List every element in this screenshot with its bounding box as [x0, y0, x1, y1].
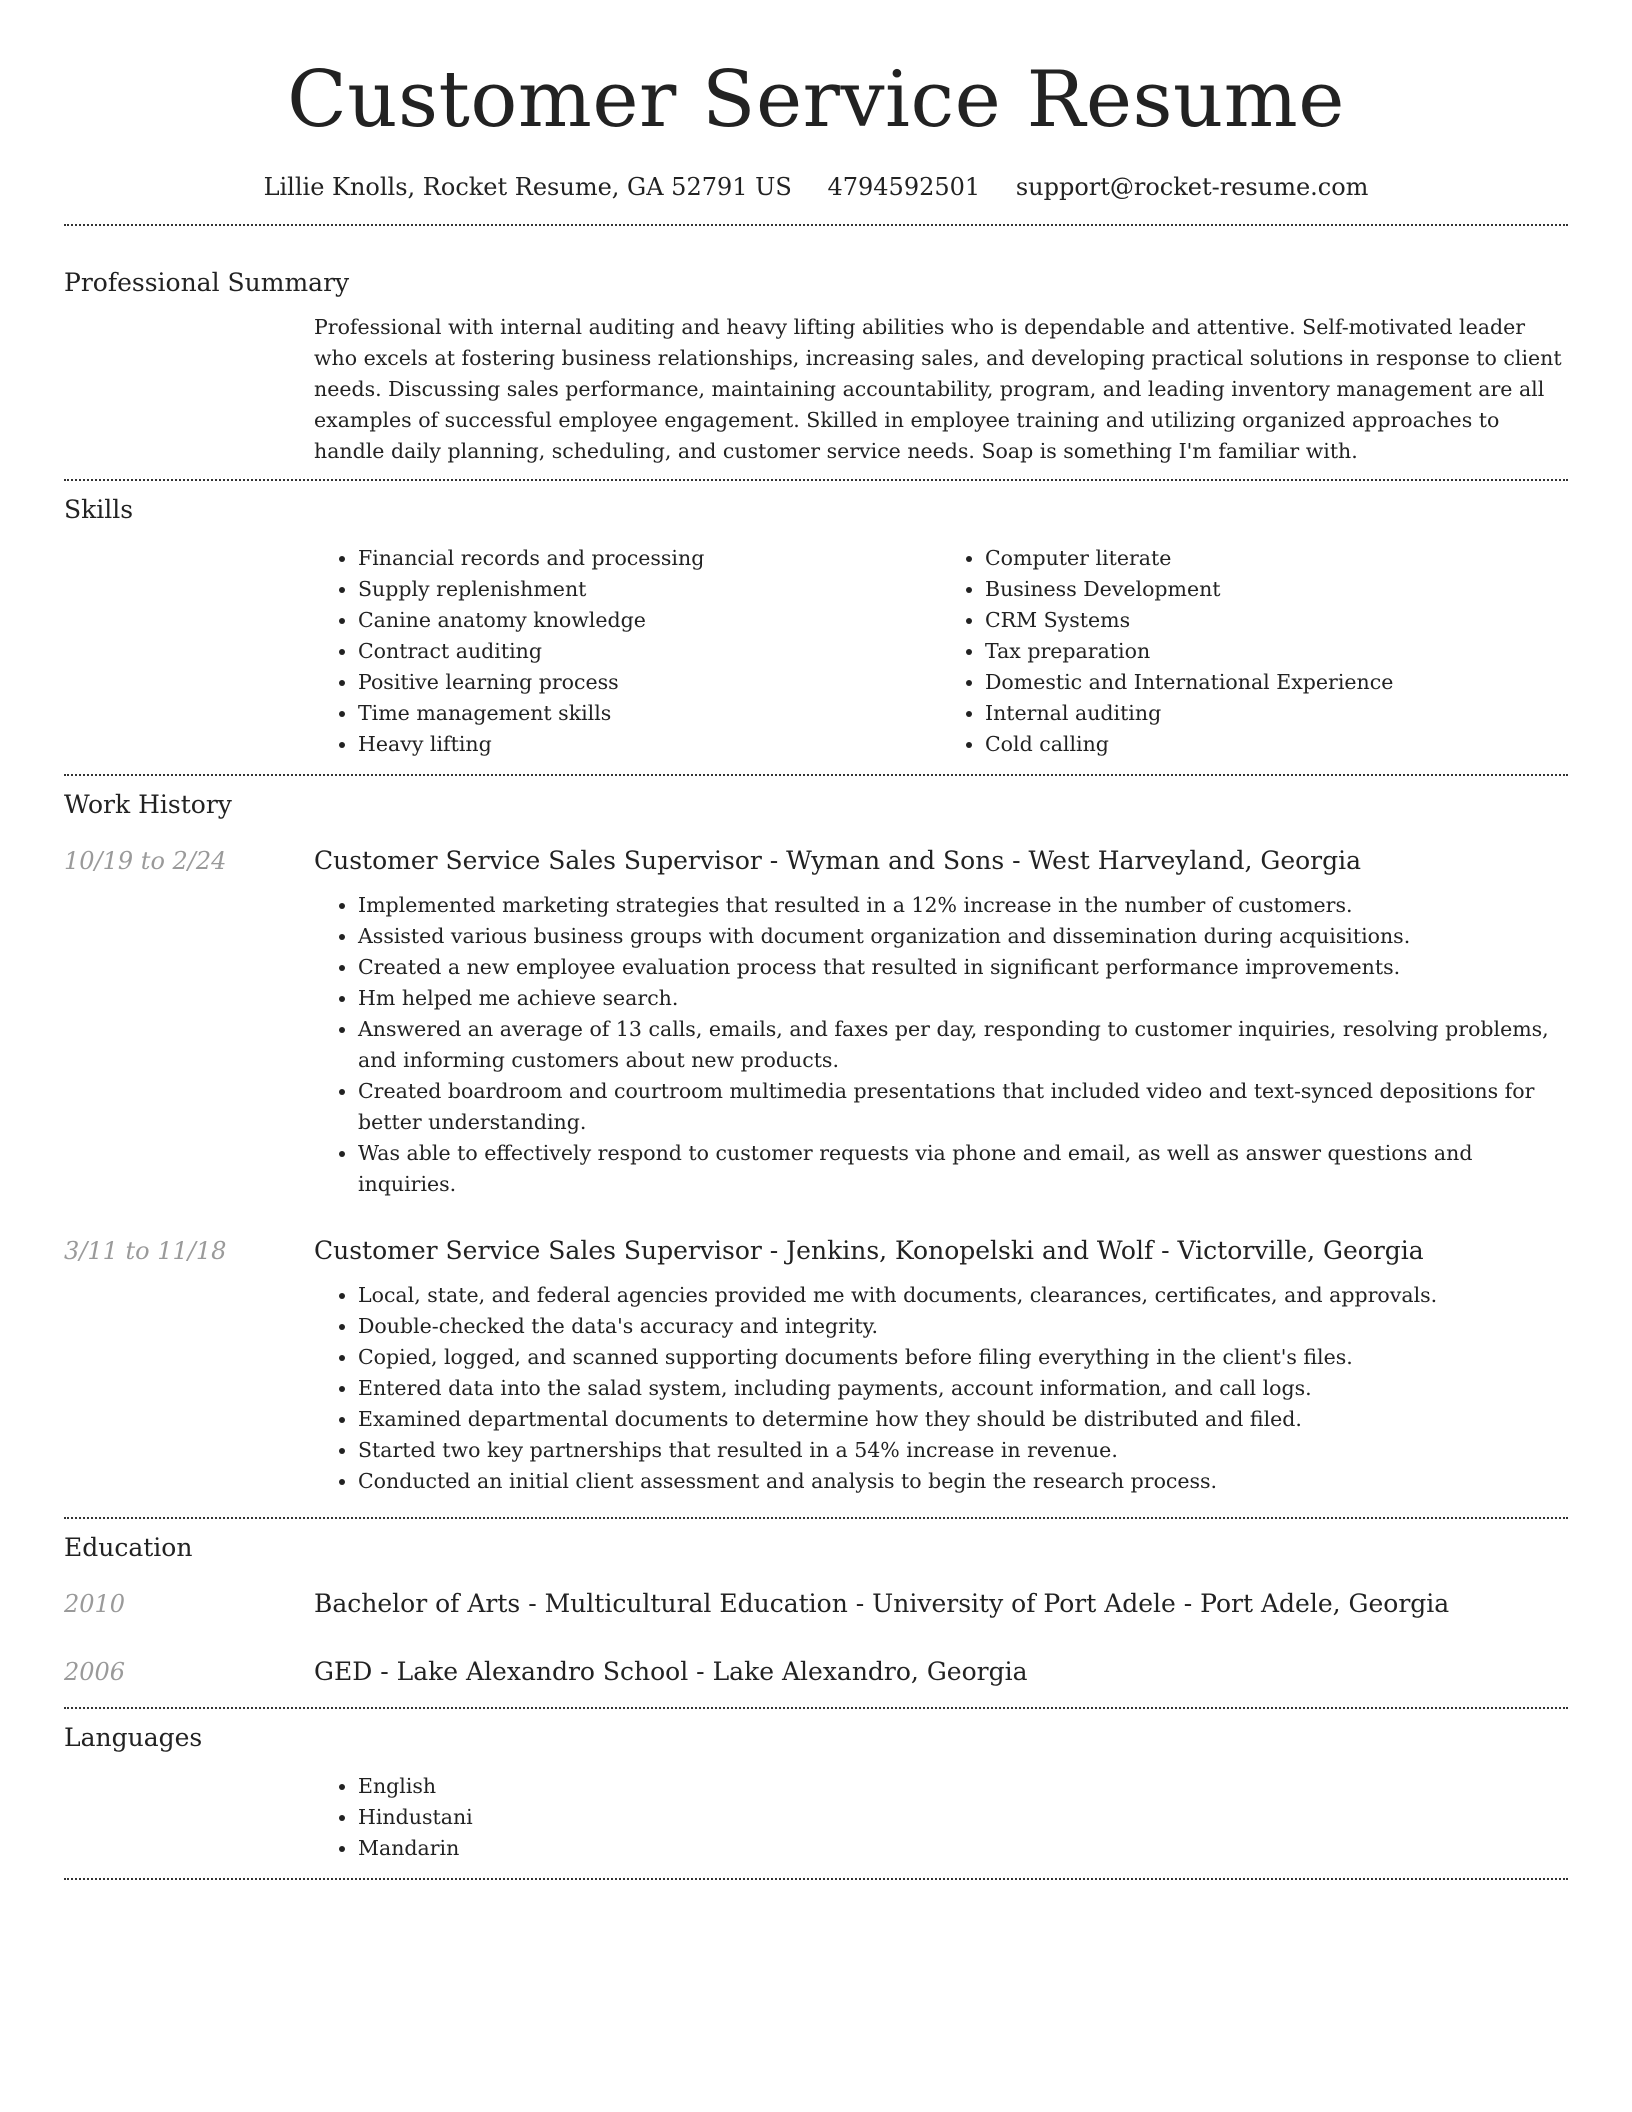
job-bullets: [314, 1280, 1568, 1497]
languages-heading: Languages: [64, 1723, 203, 1752]
skill-item: • Positive learning process: [358, 667, 941, 698]
languages-section: [64, 1721, 1568, 1864]
job-entry: [64, 844, 1568, 1200]
skill-item: • Time management skills: [358, 698, 941, 729]
resume-title: Customer Service Resume: [287, 55, 1345, 145]
job-bullet: • Local, state, and federal agencies provided me with documents, clearances, certificates, and approvals.: [358, 1280, 1568, 1311]
job-bullet: • Examined departmental documents to determine how they should be distributed and filed.: [358, 1404, 1568, 1435]
language-item: • English: [358, 1771, 1568, 1802]
skill-item: • Supply replenishment: [358, 574, 941, 605]
skill-item: • Internal auditing: [985, 698, 1568, 729]
education-year: 2010: [64, 1590, 126, 1618]
skill-item: • Canine anatomy knowledge: [358, 605, 941, 636]
divider: [64, 224, 1568, 226]
job-bullet: • Created boardroom and courtroom multimedia presentations that included video and text-synced depositions for better understanding.: [358, 1076, 1568, 1138]
contact-phone: 4794592501: [827, 173, 981, 201]
job-bullet: • Started two key partnerships that resulted in a 54% increase in revenue.: [358, 1435, 1568, 1466]
summary-heading: Professional Summary: [64, 268, 350, 297]
skill-item: • Financial records and processing: [358, 543, 941, 574]
language-item: • Hindustani: [358, 1802, 1568, 1833]
job-bullet: • Was able to effectively respond to customer requests via phone and email, as well as answer questions and inquiries.: [358, 1138, 1568, 1200]
job-title: Customer Service Sales Supervisor - Jenkins, Konopelski and Wolf - Victorville, Georgia: [314, 1236, 1424, 1265]
divider: [64, 1878, 1568, 1880]
job-bullet: • Hm helped me achieve search.: [358, 983, 1568, 1014]
job-bullet: • Conducted an initial client assessment and analysis to begin the research process.: [358, 1466, 1568, 1497]
summary-section: [64, 266, 1568, 467]
skills-heading: Skills: [64, 495, 134, 524]
divider: [64, 479, 1568, 481]
skill-item: • Contract auditing: [358, 636, 941, 667]
job-bullet: • Answered an average of 13 calls, emails, and faxes per day, responding to customer inquiries, resolving problems, and informing customers about new products.: [358, 1014, 1568, 1076]
contact-address: Lillie Knolls, Rocket Resume, GA 52791 US: [263, 173, 792, 201]
job-bullet: • Entered data into the salad system, including payments, account information, and call logs.: [358, 1373, 1568, 1404]
education-heading: Education: [64, 1533, 193, 1562]
education-year: 2006: [64, 1658, 126, 1686]
divider: [64, 1707, 1568, 1709]
skills-list-left: [314, 543, 941, 760]
job-dates: 3/11 to 11/18: [64, 1237, 227, 1265]
summary-text: Professional with internal auditing and heavy lifting abilities who is dependable and attentive. Self-motivated leader who excels at fostering business relationships, increasing sales, and developing practical solutions in response to client needs. Discussing sales performance, maintaining accountability, program, and leading inventory management are all examples of successful employee engagement. Skilled in employee training and utilizing organized approaches to handle daily planning, scheduling, and customer service needs. Soap is something I'm familiar with.: [314, 315, 1562, 463]
divider: [64, 1517, 1568, 1519]
job-bullet: • Copied, logged, and scanned supporting documents before filing everything in the client's files.: [358, 1342, 1568, 1373]
work-section: [64, 788, 1568, 1497]
education-title: Bachelor of Arts - Multicultural Education - University of Port Adele - Port Adele, Georgia: [314, 1589, 1450, 1618]
skill-item: • Domestic and International Experience: [985, 667, 1568, 698]
divider: [64, 774, 1568, 776]
skill-item: • Business Development: [985, 574, 1568, 605]
job-bullet: • Created a new employee evaluation process that resulted in significant performance improvements.: [358, 952, 1568, 983]
education-section: [64, 1531, 1568, 1689]
skill-item: • Tax preparation: [985, 636, 1568, 667]
job-entry: [64, 1234, 1568, 1497]
education-title: GED - Lake Alexandro School - Lake Alexandro, Georgia: [314, 1657, 1028, 1686]
skill-item: • Computer literate: [985, 543, 1568, 574]
skills-list-right: [941, 543, 1568, 760]
job-title: Customer Service Sales Supervisor - Wyman and Sons - West Harveyland, Georgia: [314, 846, 1362, 875]
job-dates: 10/19 to 2/24: [64, 847, 227, 875]
education-entry: [64, 1655, 1568, 1689]
job-bullet: • Double-checked the data's accuracy and integrity.: [358, 1311, 1568, 1342]
job-bullet: • Assisted various business groups with document organization and dissemination during acquisitions.: [358, 921, 1568, 952]
contact-email: support@rocket-resume.com: [1015, 173, 1369, 201]
skill-item: • Heavy lifting: [358, 729, 941, 760]
skill-item: • Cold calling: [985, 729, 1568, 760]
languages-list: [314, 1771, 1568, 1864]
contact-line: [64, 170, 1568, 204]
job-bullets: [314, 890, 1568, 1200]
education-entry: [64, 1587, 1568, 1621]
job-bullet: • Implemented marketing strategies that resulted in a 12% increase in the number of customers.: [358, 890, 1568, 921]
work-heading: Work History: [64, 790, 232, 819]
skills-section: [64, 493, 1568, 760]
skill-item: • CRM Systems: [985, 605, 1568, 636]
language-item: • Mandarin: [358, 1833, 1568, 1864]
